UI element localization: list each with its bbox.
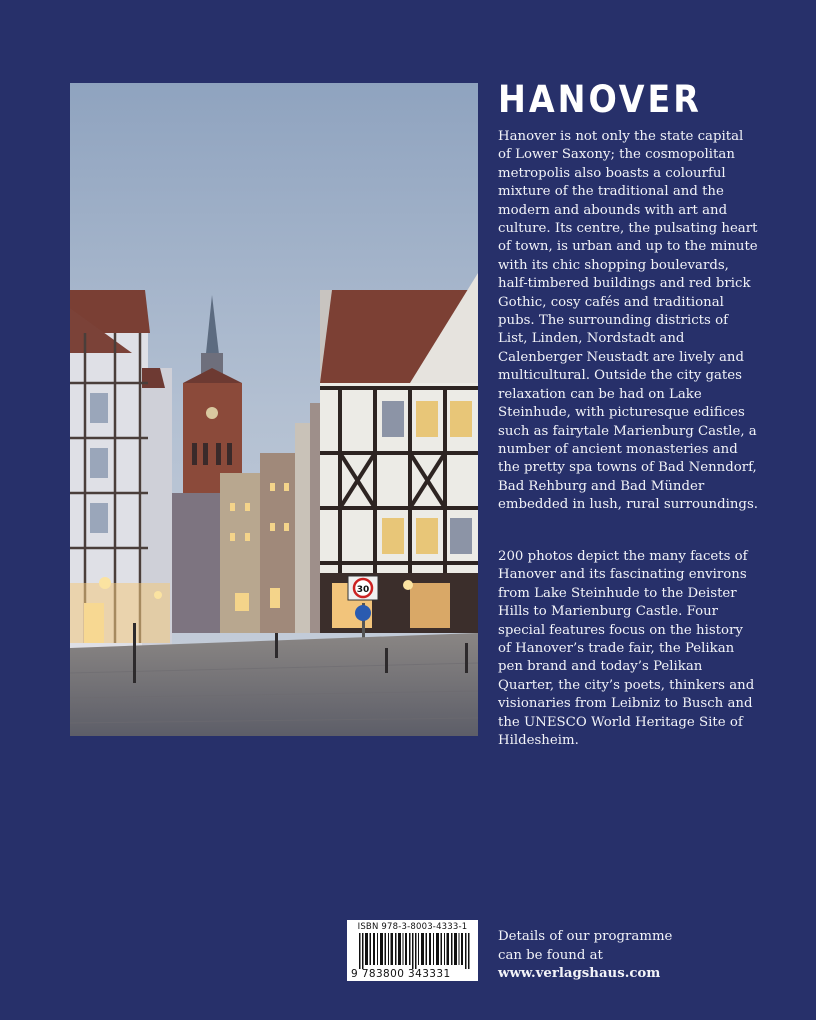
speed-limit-value: 30: [356, 585, 370, 595]
description-paragraph-2: 200 photos depict the many facets of Hanover and its fascinating environs from Lake Steinhude to the Deister Hills to Marienburg Castle. Four special features focus on the history of Hanover’s trade fair, the Pelikan pen brand and today’s Pelikan Quarter, the city’s poets, thinkers and visionaries from Leibniz to Busch and the UNESCO World Heritage Site of Hildesheim.: [498, 549, 755, 749]
publisher-url-link[interactable]: www.verlagshaus.com: [498, 966, 661, 982]
book-title: HANOVER: [498, 78, 702, 121]
cover-photo-old-town-hanover: [70, 83, 478, 736]
isbn-barcode: [347, 920, 478, 981]
description-paragraph-1: Hanover is not only the state capital of Lower Saxony; the cosmopolitan metropolis also boasts a colourful mixture of the traditional and the modern and abounds with art and culture. Its centre, the pulsating heart of town, is urban and up to the minute with its chic shopping boulevards, half-timbered buildings and red brick Gothic, cosy cafés and traditional pubs. The surrounding districts of List, Linden, Nordstadt and Calenberger Neustadt are lively and multicultural. Outside the city gates relaxation can be had on Lake Steinhude, with picturesque edifices such as fairytale Marienburg Castle, a number of ancient monasteries and the pretty spa towns of Bad Nenndorf, Bad Rehburg and Bad Münder embedded in lush, rural surroundings.: [498, 129, 758, 513]
right-half-timbered-house: [320, 273, 478, 633]
details-line-2: can be found at: [498, 947, 603, 963]
details-line-1: Details of our programme: [498, 929, 673, 944]
barcode-bars: [359, 933, 471, 969]
photo-illustration: [70, 83, 478, 736]
isbn-label: ISBN 978-3-8003-4333-1: [357, 922, 468, 932]
ean-digits: 9 783800 343331: [351, 968, 451, 980]
publisher-details: [498, 928, 758, 984]
